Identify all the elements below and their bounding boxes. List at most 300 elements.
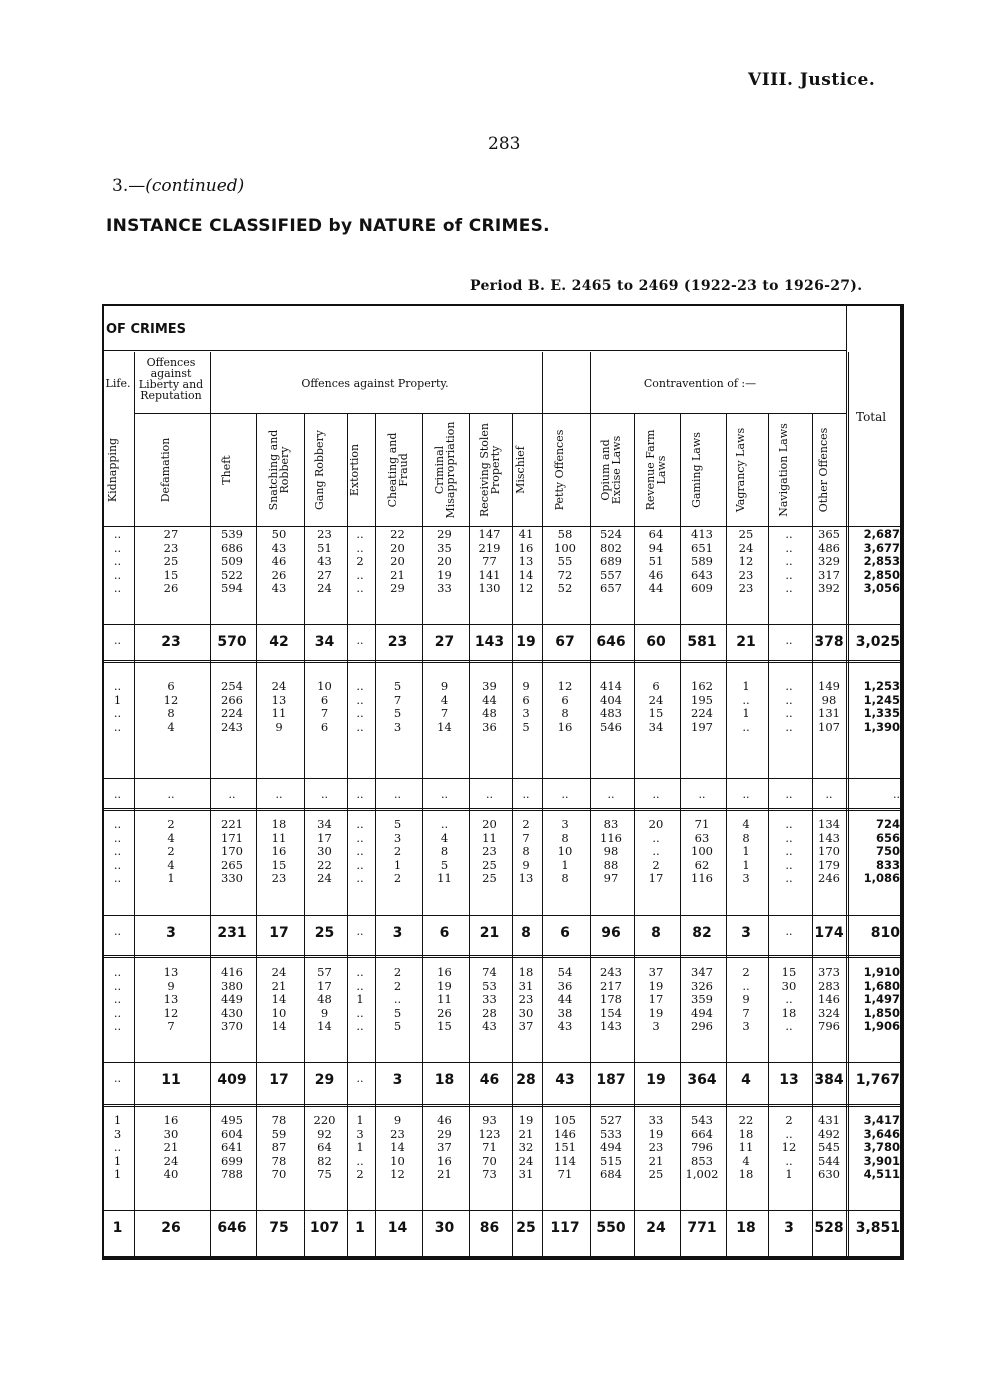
data-cell: 8 bbox=[561, 871, 569, 885]
data-cell: 75 bbox=[317, 1167, 332, 1181]
data-cell: 246 bbox=[818, 871, 840, 885]
summary-cell: 409 bbox=[217, 1072, 247, 1088]
data-cell: 116 bbox=[600, 830, 622, 845]
data-cell: 9 bbox=[393, 1113, 402, 1127]
summary-cell: 19 bbox=[516, 634, 536, 650]
data-cell: 16 bbox=[437, 965, 452, 979]
data-cell: 24 bbox=[271, 965, 287, 979]
data-cell: 1 bbox=[742, 857, 750, 872]
data-cell: 594 bbox=[221, 581, 243, 595]
data-cell: 21 bbox=[518, 1126, 534, 1141]
group-header-liberty: Offences against Liberty and Reputation bbox=[138, 356, 204, 402]
data-cell: 4 bbox=[440, 830, 449, 845]
data-cell: 9 bbox=[167, 978, 175, 993]
summary-cell: 174 bbox=[814, 925, 844, 941]
data-cell: 21 bbox=[271, 978, 287, 993]
summary-cell: .. bbox=[356, 634, 364, 647]
table-number bbox=[112, 176, 244, 196]
column-header-label: Extortion bbox=[348, 443, 361, 497]
summary-cell: 1 bbox=[355, 1220, 365, 1236]
summary-cell: 30 bbox=[434, 1220, 455, 1236]
data-cell: 73 bbox=[482, 1167, 497, 1181]
data-cell: 19 bbox=[437, 978, 452, 993]
column-header-label: Gang Robbery bbox=[312, 430, 326, 510]
page-number: 283 bbox=[488, 134, 521, 154]
data-cell: .. bbox=[113, 830, 122, 845]
data-cell: 114 bbox=[554, 1153, 576, 1168]
data-cell: 19 bbox=[648, 978, 664, 993]
summary-cell: 550 bbox=[596, 1220, 626, 1236]
summary-cell: 17 bbox=[269, 925, 289, 941]
data-cell: 25 bbox=[482, 857, 497, 872]
data-cell: .. bbox=[113, 992, 122, 1006]
summary-total-cell: 1,767 bbox=[855, 1072, 900, 1088]
data-cell: 12 bbox=[557, 679, 573, 693]
data-cell: .. bbox=[356, 719, 364, 734]
data-cell: 4 bbox=[167, 830, 175, 845]
data-cell: 2 bbox=[393, 844, 402, 858]
data-cell: .. bbox=[356, 706, 364, 720]
data-cell: .. bbox=[113, 719, 122, 734]
data-cell: 141 bbox=[478, 567, 501, 582]
data-cell: 70 bbox=[271, 1167, 287, 1181]
data-cell: 7 bbox=[522, 830, 530, 845]
data-cell: 14 bbox=[271, 1019, 287, 1033]
summary-cell: 17 bbox=[269, 1072, 289, 1088]
summary-cell: .. bbox=[356, 1072, 364, 1085]
data-cell: .. bbox=[356, 692, 364, 707]
data-cell: 522 bbox=[221, 567, 243, 582]
data-cell: 546 bbox=[600, 719, 622, 734]
data-cell: 2 bbox=[393, 965, 402, 979]
data-cell: 22 bbox=[738, 1113, 754, 1127]
data-cell: 13 bbox=[163, 965, 179, 979]
total-cell: 1,253 bbox=[863, 679, 900, 693]
data-cell: 146 bbox=[818, 992, 840, 1006]
data-cell: 22 bbox=[390, 527, 405, 541]
data-cell: .. bbox=[742, 719, 750, 734]
data-cell: 178 bbox=[600, 992, 622, 1006]
summary-cell: .. bbox=[785, 634, 793, 647]
data-cell: 25 bbox=[648, 1167, 664, 1181]
summary-cell: 364 bbox=[687, 1072, 717, 1088]
data-cell: 266 bbox=[221, 692, 243, 707]
summary-cell: 43 bbox=[555, 1072, 575, 1088]
data-cell: 94 bbox=[648, 540, 664, 555]
data-cell: .. bbox=[356, 540, 364, 555]
summary-cell: 46 bbox=[479, 1072, 500, 1088]
table-number-suffix: (continued) bbox=[145, 176, 245, 196]
data-cell: 22 bbox=[317, 857, 332, 872]
data-cell: 24 bbox=[317, 581, 332, 595]
data-cell: 7 bbox=[167, 1019, 175, 1033]
data-cell: 5 bbox=[393, 1005, 402, 1020]
data-cell: 77 bbox=[482, 554, 497, 568]
total-cell: 3,417 bbox=[863, 1113, 900, 1127]
data-cell: 12 bbox=[781, 1140, 797, 1154]
data-cell: 11 bbox=[738, 1140, 754, 1154]
data-cell: 35 bbox=[437, 540, 452, 555]
data-cell: .. bbox=[356, 581, 364, 595]
data-cell: 46 bbox=[648, 567, 664, 582]
summary-cell: 25 bbox=[314, 925, 335, 941]
data-cell: 6 bbox=[320, 719, 329, 734]
data-cell: 147 bbox=[478, 527, 501, 541]
data-cell: 13 bbox=[271, 692, 287, 707]
data-cell: 149 bbox=[818, 679, 840, 693]
data-cell: .. bbox=[113, 844, 122, 858]
data-cell: 392 bbox=[818, 581, 840, 595]
data-cell: .. bbox=[785, 1126, 793, 1141]
summary-rule bbox=[103, 624, 904, 625]
data-cell: 12 bbox=[518, 581, 534, 595]
data-cell: 6 bbox=[320, 692, 329, 707]
summary-cell: 18 bbox=[434, 1072, 455, 1088]
summary-cell: 24 bbox=[646, 1220, 666, 1236]
total-cell: 2,850 bbox=[863, 567, 900, 582]
data-cell: .. bbox=[785, 692, 793, 707]
summary-cell: 23 bbox=[387, 634, 408, 650]
data-cell: 1 bbox=[742, 679, 750, 693]
data-cell: 19 bbox=[437, 567, 452, 582]
data-cell: 92 bbox=[317, 1126, 332, 1141]
data-cell: 143 bbox=[818, 830, 840, 845]
summary-cell: .. bbox=[321, 788, 328, 801]
data-cell: 11 bbox=[437, 992, 452, 1006]
column-header-label: Navigation Laws bbox=[777, 423, 790, 517]
data-cell: .. bbox=[785, 554, 793, 568]
data-cell: 146 bbox=[554, 1126, 576, 1141]
group-header-total: Total bbox=[856, 410, 887, 424]
data-cell: 221 bbox=[221, 817, 243, 831]
summary-cell: 29 bbox=[314, 1072, 335, 1088]
data-cell: 70 bbox=[482, 1153, 497, 1168]
data-cell: 62 bbox=[694, 857, 710, 872]
column-header-label: Revenue Farm Laws bbox=[644, 429, 668, 511]
column-rule bbox=[590, 352, 591, 1258]
data-cell: 53 bbox=[482, 978, 497, 993]
summary-cell: 96 bbox=[601, 925, 621, 941]
summary-rule bbox=[103, 778, 904, 779]
data-cell: 116 bbox=[691, 871, 713, 885]
summary-cell: .. bbox=[742, 788, 750, 801]
summary-cell: 26 bbox=[161, 1220, 181, 1236]
data-cell: 11 bbox=[482, 830, 497, 845]
data-cell: 2 bbox=[393, 978, 402, 993]
summary-total-cell: 3,025 bbox=[855, 634, 900, 650]
data-cell: 19 bbox=[648, 1126, 664, 1141]
column-header-label: Gaming Laws bbox=[690, 432, 703, 508]
data-cell: 430 bbox=[221, 1005, 243, 1020]
data-cell: 15 bbox=[271, 857, 287, 872]
summary-cell: 6 bbox=[560, 925, 570, 941]
total-cell: 3,056 bbox=[863, 581, 900, 595]
data-cell: 14 bbox=[518, 567, 534, 582]
data-cell: 12 bbox=[738, 554, 754, 568]
summary-cell: .. bbox=[486, 788, 493, 801]
data-cell: 329 bbox=[818, 554, 840, 568]
table-heading: INSTANCE CLASSIFIED by NATURE of CRIMES. bbox=[106, 216, 550, 236]
summary-cell: 11 bbox=[161, 1072, 181, 1088]
data-cell: 21 bbox=[390, 567, 405, 582]
summary-cell: 19 bbox=[646, 1072, 666, 1088]
data-cell: .. bbox=[742, 692, 750, 707]
data-cell: 44 bbox=[557, 992, 573, 1006]
data-cell: .. bbox=[785, 871, 793, 885]
data-cell: 18 bbox=[271, 817, 287, 831]
data-cell: 10 bbox=[390, 1153, 405, 1168]
data-cell: 18 bbox=[738, 1126, 754, 1141]
data-cell: 3 bbox=[393, 830, 402, 845]
summary-cell: 75 bbox=[269, 1220, 289, 1236]
data-cell: 30 bbox=[781, 978, 797, 993]
data-cell: 24 bbox=[271, 679, 287, 693]
data-cell: 699 bbox=[221, 1153, 243, 1168]
data-cell: 630 bbox=[818, 1167, 840, 1181]
data-cell: 32 bbox=[518, 1140, 534, 1154]
data-cell: 29 bbox=[437, 527, 452, 541]
data-cell: 6 bbox=[167, 679, 175, 693]
data-cell: 195 bbox=[691, 692, 713, 707]
column-rule bbox=[210, 352, 211, 1258]
data-cell: .. bbox=[113, 871, 122, 885]
data-cell: 1 bbox=[167, 871, 175, 885]
data-cell: 170 bbox=[221, 844, 243, 858]
data-cell: 365 bbox=[818, 527, 840, 541]
data-cell: 664 bbox=[691, 1126, 713, 1141]
period-label: Period B. E. 2465 to 2469 (1922-23 to 1926-27). bbox=[470, 278, 863, 294]
data-cell: 36 bbox=[482, 719, 497, 734]
data-cell: 492 bbox=[818, 1126, 840, 1141]
data-cell: 18 bbox=[518, 965, 534, 979]
summary-total-cell: 3,851 bbox=[855, 1220, 900, 1236]
column-header-label: Kidnapping bbox=[105, 437, 119, 503]
summary-cell: 3 bbox=[392, 1072, 403, 1088]
data-cell: 170 bbox=[818, 844, 840, 858]
data-cell: 2 bbox=[522, 817, 530, 831]
data-cell: 16 bbox=[518, 540, 534, 555]
summary-rule bbox=[103, 1210, 904, 1211]
data-cell: 54 bbox=[557, 965, 573, 979]
data-cell: .. bbox=[785, 527, 793, 541]
data-cell: 59 bbox=[271, 1126, 287, 1141]
total-cell: 3,646 bbox=[863, 1126, 900, 1141]
data-cell: 651 bbox=[691, 540, 713, 555]
data-cell: 11 bbox=[271, 706, 287, 720]
data-cell: 1 bbox=[113, 1153, 122, 1168]
data-cell: 41 bbox=[518, 527, 534, 541]
total-cell: 1,910 bbox=[863, 965, 900, 979]
summary-cell: 1 bbox=[112, 1220, 123, 1236]
total-cell: 1,497 bbox=[863, 992, 900, 1006]
summary-cell: 646 bbox=[596, 634, 626, 650]
data-cell: 347 bbox=[691, 965, 713, 979]
summary-cell: .. bbox=[652, 788, 660, 801]
data-cell: 1 bbox=[356, 1140, 364, 1154]
data-cell: 88 bbox=[603, 857, 619, 872]
data-cell: 9 bbox=[522, 857, 530, 872]
data-cell: 265 bbox=[221, 857, 243, 872]
data-cell: 2 bbox=[742, 965, 750, 979]
total-cell: 2,853 bbox=[863, 554, 900, 568]
data-cell: .. bbox=[356, 1153, 364, 1168]
data-cell: 220 bbox=[313, 1113, 336, 1127]
data-cell: 449 bbox=[221, 992, 243, 1006]
data-cell: 107 bbox=[818, 719, 840, 734]
data-cell: 78 bbox=[271, 1153, 287, 1168]
data-cell: 11 bbox=[271, 830, 287, 845]
total-cell: 3,780 bbox=[863, 1140, 900, 1154]
data-cell: 34 bbox=[648, 719, 664, 734]
data-cell: 13 bbox=[163, 992, 179, 1006]
data-cell: 224 bbox=[221, 706, 243, 720]
data-cell: 8 bbox=[522, 844, 530, 858]
column-header-label: Opium and Excise Laws bbox=[599, 435, 623, 505]
data-cell: 78 bbox=[271, 1113, 287, 1127]
data-cell: 604 bbox=[221, 1126, 243, 1141]
data-cell: 533 bbox=[600, 1126, 622, 1141]
data-cell: 10 bbox=[271, 1005, 287, 1020]
data-cell: 539 bbox=[221, 527, 243, 541]
data-cell: 609 bbox=[691, 581, 713, 595]
data-cell: 9 bbox=[440, 679, 449, 693]
block-separator bbox=[103, 1104, 904, 1107]
data-cell: 20 bbox=[390, 540, 405, 555]
data-cell: 557 bbox=[600, 567, 622, 582]
data-cell: 4 bbox=[742, 817, 750, 831]
summary-cell: .. bbox=[825, 788, 833, 801]
data-cell: 545 bbox=[818, 1140, 840, 1154]
data-cell: 31 bbox=[518, 978, 534, 993]
data-cell: .. bbox=[785, 844, 793, 858]
data-cell: 29 bbox=[437, 1126, 452, 1141]
data-cell: .. bbox=[113, 978, 122, 993]
column-header-label: Vagrancy Laws bbox=[734, 427, 747, 513]
summary-cell: 8 bbox=[521, 925, 531, 941]
data-cell: 27 bbox=[163, 527, 179, 541]
total-cell: 1,086 bbox=[863, 871, 900, 885]
data-cell: 43 bbox=[317, 554, 332, 568]
column-rule bbox=[680, 413, 681, 1258]
data-cell: 1 bbox=[113, 692, 122, 707]
summary-cell: 14 bbox=[387, 1220, 408, 1236]
data-cell: 2 bbox=[167, 844, 175, 858]
summary-cell: .. bbox=[356, 925, 364, 938]
data-cell: 657 bbox=[600, 581, 622, 595]
data-cell: 19 bbox=[518, 1113, 534, 1127]
total-cell: 1,335 bbox=[863, 706, 900, 720]
total-cell: 4,511 bbox=[863, 1167, 900, 1181]
summary-cell: 67 bbox=[555, 634, 575, 650]
summary-rule bbox=[103, 915, 904, 916]
data-cell: 82 bbox=[317, 1153, 332, 1168]
column-header-label: Theft bbox=[220, 455, 233, 485]
data-cell: 44 bbox=[648, 581, 664, 595]
data-cell: 16 bbox=[271, 844, 287, 858]
data-cell: 4 bbox=[742, 1153, 750, 1168]
data-cell: 684 bbox=[600, 1167, 622, 1181]
column-header-label: Criminal Misappropriation bbox=[432, 421, 457, 519]
total-cell: 1,245 bbox=[863, 692, 900, 707]
data-cell: 254 bbox=[221, 679, 243, 693]
data-cell: 50 bbox=[271, 527, 287, 541]
data-cell: 20 bbox=[648, 817, 664, 831]
data-cell: 17 bbox=[317, 830, 332, 845]
data-cell: 43 bbox=[271, 540, 287, 555]
data-cell: .. bbox=[785, 1019, 793, 1033]
data-cell: 97 bbox=[603, 871, 619, 885]
summary-rule bbox=[103, 1062, 904, 1063]
data-cell: 71 bbox=[694, 817, 710, 831]
data-cell: 131 bbox=[818, 706, 840, 720]
data-cell: 13 bbox=[518, 871, 534, 885]
data-cell: 370 bbox=[221, 1019, 243, 1033]
data-cell: 330 bbox=[221, 871, 243, 885]
data-cell: 57 bbox=[317, 965, 332, 979]
data-cell: 1 bbox=[113, 1167, 122, 1181]
data-cell: 19 bbox=[648, 1005, 664, 1020]
data-cell: 27 bbox=[317, 567, 332, 582]
data-cell: .. bbox=[356, 871, 364, 885]
data-cell: 283 bbox=[818, 978, 840, 993]
summary-cell: 771 bbox=[687, 1220, 717, 1236]
data-cell: 373 bbox=[818, 965, 840, 979]
data-cell: .. bbox=[356, 978, 364, 993]
data-cell: 1 bbox=[113, 1113, 122, 1127]
data-cell: .. bbox=[785, 706, 793, 720]
summary-cell: 143 bbox=[474, 634, 505, 650]
data-cell: 17 bbox=[648, 871, 664, 885]
data-cell: 162 bbox=[691, 679, 713, 693]
data-cell: 3 bbox=[113, 1126, 122, 1141]
data-cell: 71 bbox=[557, 1167, 573, 1181]
data-cell: .. bbox=[113, 965, 122, 979]
data-cell: 48 bbox=[482, 706, 497, 720]
data-cell: 853 bbox=[691, 1153, 713, 1168]
summary-cell: .. bbox=[561, 788, 569, 801]
summary-cell: 60 bbox=[646, 634, 666, 650]
data-cell: 23 bbox=[648, 1140, 664, 1154]
data-cell: 179 bbox=[818, 857, 840, 872]
data-cell: 404 bbox=[600, 692, 622, 707]
summary-cell: 13 bbox=[779, 1072, 799, 1088]
data-cell: 1 bbox=[356, 992, 364, 1006]
summary-cell: .. bbox=[356, 788, 364, 801]
data-cell: .. bbox=[113, 817, 122, 831]
data-cell: 9 bbox=[742, 992, 750, 1006]
data-cell: 21 bbox=[163, 1140, 179, 1154]
data-cell: 34 bbox=[317, 817, 332, 831]
data-cell: .. bbox=[785, 581, 793, 595]
data-cell: 38 bbox=[557, 1005, 573, 1020]
data-cell: 3 bbox=[742, 1019, 750, 1033]
data-cell: 1 bbox=[561, 857, 569, 872]
data-cell: 14 bbox=[437, 719, 452, 734]
data-cell: 23 bbox=[317, 527, 332, 541]
column-header-label: Petty Offences bbox=[553, 429, 566, 511]
summary-total-cell: 810 bbox=[870, 925, 900, 941]
data-cell: .. bbox=[356, 857, 364, 872]
summary-cell: 378 bbox=[814, 634, 844, 650]
summary-cell: .. bbox=[167, 788, 175, 801]
data-cell: 3 bbox=[356, 1126, 364, 1141]
summary-cell: 82 bbox=[692, 925, 712, 941]
data-cell: 219 bbox=[478, 540, 501, 555]
column-rule bbox=[634, 413, 635, 1258]
column-rule bbox=[347, 413, 348, 1258]
block-separator bbox=[103, 955, 904, 958]
data-cell: .. bbox=[113, 1019, 122, 1033]
